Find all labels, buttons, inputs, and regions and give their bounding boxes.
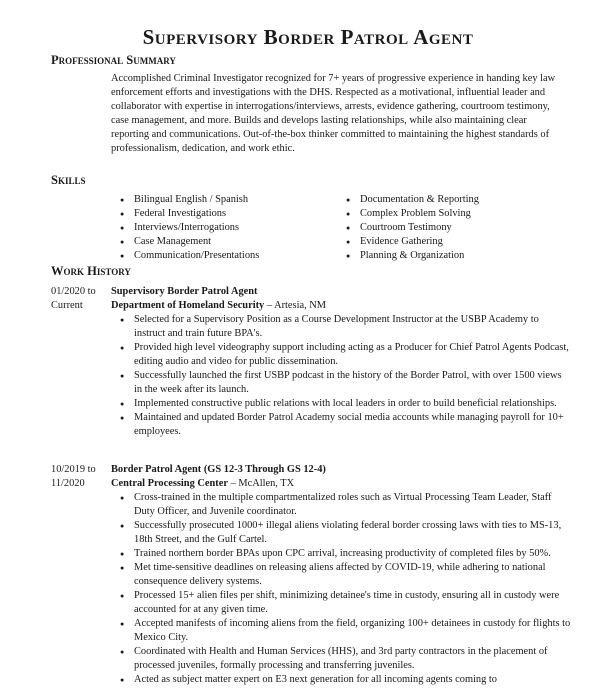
skill-item: ● Complex Problem Solving [346, 207, 479, 221]
job-employer-line [111, 299, 571, 313]
job-bullet: ● Successfully launched the first USBP podcast in the history of the Border Patrol, with over 1500 views in the week after its launch. [111, 369, 571, 397]
skill-item: ● Interviews/Interrogations [120, 221, 259, 235]
job-location: – Artesia, NM [264, 300, 327, 311]
summary-heading: Professional Summary [51, 53, 176, 67]
skill-item: ● Planning & Organization [346, 249, 479, 263]
skill-item: ● Evidence Gathering [346, 235, 479, 249]
job-location: – McAllen, TX [227, 478, 295, 489]
job-bullet: ● Accepted manifests of incoming aliens from the field, organizing 100+ detainees in custody for flights to Mexico City. [111, 617, 571, 645]
job-bullet: ● Cross-trained in the multiple compartmentalized roles such as Virtual Processing Team Leader, Staff Duty Officer, and Juvenile coordinator. [111, 491, 571, 519]
skill-item: ● Bilingual English / Spanish [120, 193, 259, 207]
job-bullet: ● Acted as subject matter expert on E3 next generation for all incoming agents coming to [111, 673, 571, 687]
job-bullet: ● Selected for a Supervisory Position as a Course Development Instructor at the USBP Academy to instruct and train future BPA's. [111, 313, 571, 341]
job-bullets [111, 491, 571, 687]
job-bullet: ● Implemented constructive public relations with local leaders in order to build beneficial relationships. [111, 397, 571, 411]
skill-item: ● Communication/Presentations [120, 249, 259, 263]
job-employer-line [111, 477, 571, 491]
job-bullet: ● Successfully prosecuted 1000+ illegal aliens violating federal border crossing laws with ties to MS-13, 18th Street, and the Gulf Cartel. [111, 519, 571, 547]
job-title: Supervisory Border Patrol Agent [111, 286, 258, 297]
job-bullets [111, 313, 571, 439]
job-date-range [51, 285, 96, 313]
skills-column-2 [346, 193, 479, 263]
job-bullet: ● Trained northern border BPAs upon CPC arrival, increasing productivity of completed files by 50%. [111, 547, 571, 561]
job-entry [111, 285, 571, 439]
skill-item: ● Case Management [120, 235, 259, 249]
skills-column-1 [120, 193, 259, 263]
job-employer: Central Processing Center [111, 478, 228, 489]
skills-heading: Skills [51, 173, 86, 187]
skill-item: ● Courtroom Testimony [346, 221, 479, 235]
job-entry [111, 463, 571, 687]
job-title: Border Patrol Agent (GS 12-3 Through GS 12-4) [111, 464, 326, 475]
job-bullet: ● Met time-sensitive deadlines on releasing aliens affected by COVID-19, while adhering to national consequence delivery systems. [111, 561, 571, 589]
work-history-heading: Work History [51, 264, 131, 278]
skill-item: ● Federal Investigations [120, 207, 259, 221]
job-date-start: 10/2019 to [51, 464, 96, 475]
job-employer: Department of Homeland Security [111, 300, 265, 311]
job-date-end: 11/2020 [51, 478, 85, 489]
job-date-end: Current [51, 300, 83, 311]
candidate-name: Supervisory Border Patrol Agent [142, 25, 474, 49]
skill-item: ● Documentation & Reporting [346, 193, 479, 207]
job-bullet: ● Provided high level videography support including acting as a Producer for Chief Patrol Agents Podcast, editing audio and video for public dissemination. [111, 341, 571, 369]
job-date-range [51, 463, 96, 491]
summary-text: Accomplished Criminal Investigator recognized for 7+ years of progressive experience in handing key law enforcement efforts and investigations with the DHS. Respected as a motivational, influential leader and collaborator with expertise in interrogations/interviews, arrests, evidence gathering, courtroom testimony, case management, and more. Builds and develops lasting relationships, while also maintaining clear reporting and communications. Out-of-the-box thinker committed to maintaining the highest standards of professionalism, dedication, and work ethic. [111, 73, 556, 154]
job-bullet: ● Processed 15+ alien files per shift, minimizing detainee's time in custody, ensuring all in custody were accounted for at any given time. [111, 589, 571, 617]
job-bullet: ● Maintained and updated Border Patrol Academy social media accounts while managing payroll for 10+ employees. [111, 411, 571, 439]
job-date-start: 01/2020 to [51, 286, 96, 297]
job-bullet: ● Coordinated with Health and Human Services (HHS), and 3rd party contractors in the placement of processed juveniles, formally processing and transferring juveniles. [111, 645, 571, 673]
